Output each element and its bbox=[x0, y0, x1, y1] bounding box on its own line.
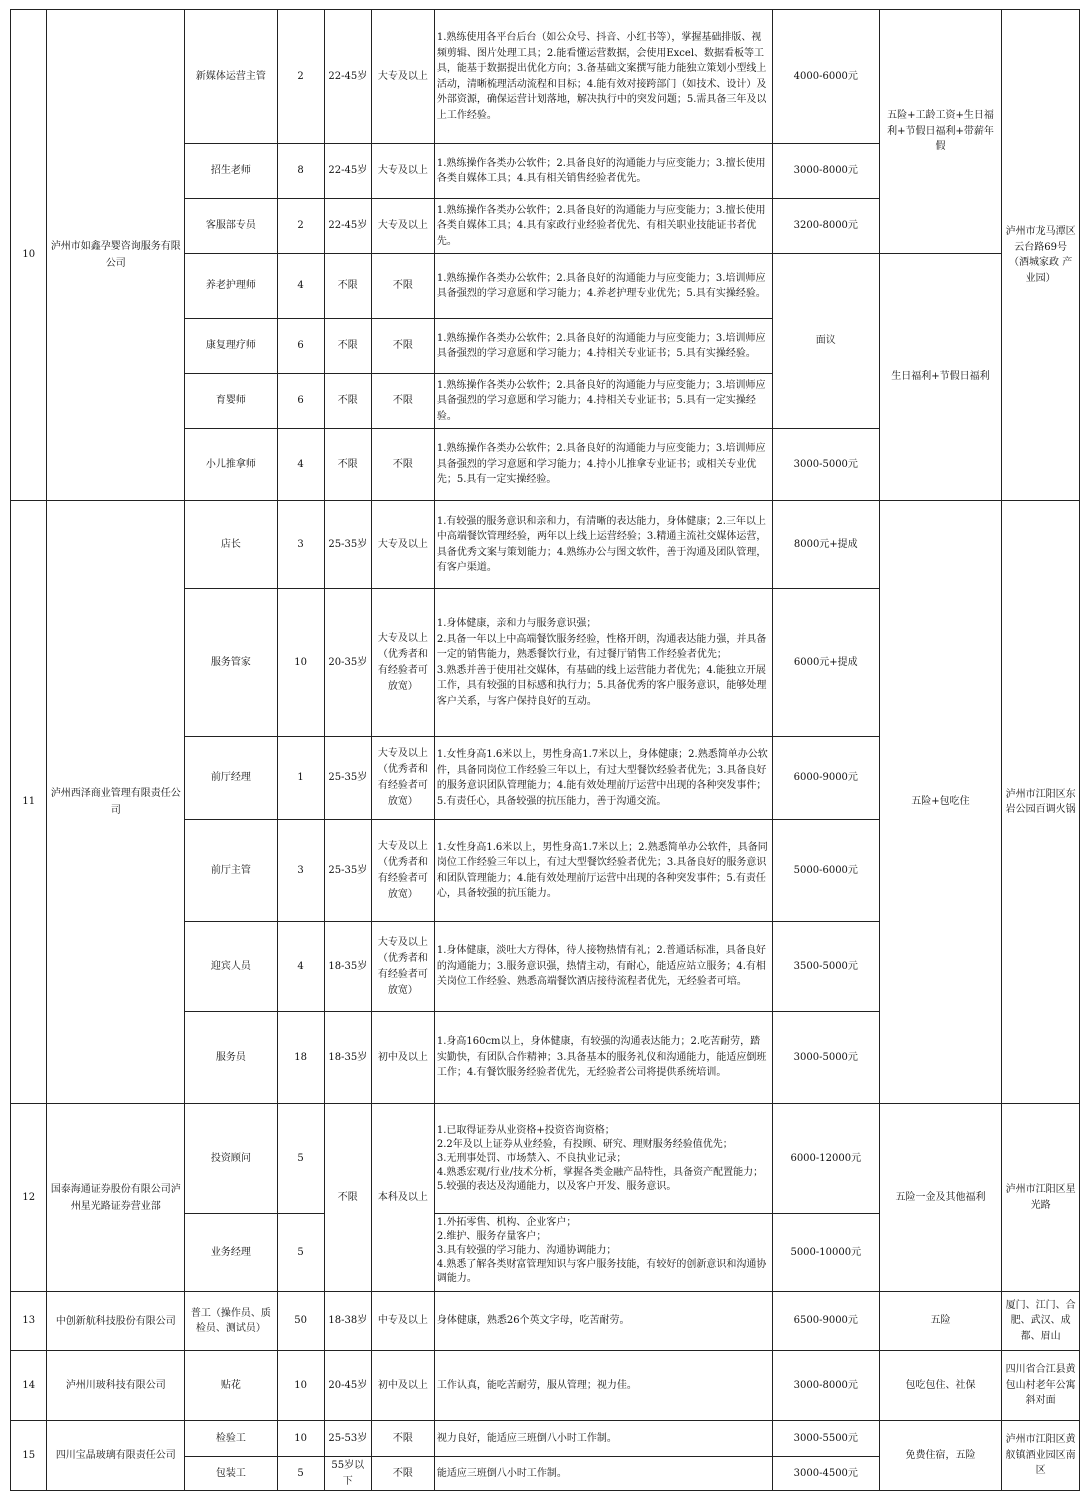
job-requirements: 1.已取得证券从业资格+投资咨询资格； 2.2年及以上证券从业经验，有投顾、研究、理财服务经验值优先； 3.无刑事处罚、市场禁入、不良执业记录； 4.熟悉宏观/行业/技术分析，掌握各类金融产品特性，具备资产配置能力； 5.较强的表达及沟通能力，以及客户开发、服务意识。 bbox=[434, 1104, 772, 1214]
table-row bbox=[11, 1421, 1080, 1457]
job-title: 育婴师 bbox=[185, 374, 277, 429]
age-range: 22-45岁 bbox=[324, 199, 371, 254]
job-title: 包装工 bbox=[185, 1457, 277, 1491]
headcount: 3 bbox=[277, 501, 324, 589]
education: 不限 bbox=[371, 319, 434, 374]
headcount: 10 bbox=[277, 1351, 324, 1421]
table-row bbox=[11, 1292, 1080, 1351]
headcount: 50 bbox=[277, 1292, 324, 1351]
benefits: 五险+工龄工资+生日福利+节假日福利+带薪年假 bbox=[879, 10, 1002, 254]
job-requirements: 1.熟练操作各类办公软件；2.具备良好的沟通能力与应变能力；3.培训师应具备强烈的学习意愿和学习能力；4.持相关专业证书；5.具有实操经验。 bbox=[434, 319, 772, 374]
table-row bbox=[11, 10, 1080, 144]
job-requirements-cell bbox=[434, 1214, 772, 1292]
job-title: 店长 bbox=[185, 501, 277, 589]
work-location: 泸州市江阳区黄舣镇酒业园区南区 bbox=[1002, 1421, 1080, 1491]
age-range: 不限 bbox=[324, 429, 371, 501]
headcount: 6 bbox=[277, 319, 324, 374]
headcount: 3 bbox=[277, 820, 324, 922]
table-row bbox=[11, 1351, 1080, 1421]
headcount: 8 bbox=[277, 144, 324, 199]
job-requirements: 1.外拓零售、机构、企业客户； 2.维护、服务存量客户； 3.具有较强的学习能力、沟通协调能力； 4.熟悉了解各类财富管理知识与客户服务技能，有较好的创新意识和沟通协调能力。 bbox=[436, 1217, 767, 1284]
education: 大专及以上（优秀者和有经验者可放宽） bbox=[371, 820, 434, 922]
company-name: 四川宝晶玻璃有限责任公司 bbox=[47, 1421, 185, 1491]
headcount: 10 bbox=[277, 1421, 324, 1457]
job-requirements: 1.熟练操作各类办公软件；2.具备良好的沟通能力与应变能力；3.培训师应具备强烈的学习意愿和学习能力；4.持小儿推拿专业证书；或相关专业优先；5.具有一定实操经验。 bbox=[434, 429, 772, 501]
age-range: 25-35岁 bbox=[324, 737, 371, 820]
age-range: 22-45岁 bbox=[324, 144, 371, 199]
age-range: 不限 bbox=[324, 374, 371, 429]
headcount: 5 bbox=[277, 1104, 324, 1214]
row-number: 10 bbox=[11, 10, 47, 501]
company-name: 国泰海通证券股份有限公司泸州星光路证券营业部 bbox=[47, 1104, 185, 1292]
salary: 5000-6000元 bbox=[772, 820, 879, 922]
job-requirements: 1.女性身高1.6米以上，男性身高1.7米以上，身体健康；2.熟悉简单办公软件，具备同岗位工作经验三年以上，有过大型餐饮经验者优先；3.具备良好的服务意识团队管理能力；4.能有效处理前厅运营中出现的各种突发事件；5.有责任心，具备较强的抗压能力，善于沟通交流。 bbox=[434, 737, 772, 820]
education: 大专及以上 bbox=[371, 144, 434, 199]
job-title: 业务经理 bbox=[185, 1214, 277, 1292]
benefits: 五险 bbox=[879, 1292, 1002, 1351]
age-range: 18-38岁 bbox=[324, 1292, 371, 1351]
education: 大专及以上 bbox=[371, 10, 434, 144]
headcount: 5 bbox=[277, 1214, 324, 1292]
education: 中专及以上 bbox=[371, 1292, 434, 1351]
salary: 3500-5000元 bbox=[772, 922, 879, 1012]
age-range: 18-35岁 bbox=[324, 922, 371, 1012]
headcount: 6 bbox=[277, 374, 324, 429]
education: 本科及以上 bbox=[371, 1104, 434, 1292]
job-title: 迎宾人员 bbox=[185, 922, 277, 1012]
age-range: 不限 bbox=[324, 254, 371, 319]
job-title: 贴花 bbox=[185, 1351, 277, 1421]
age-range: 55岁以下 bbox=[324, 1457, 371, 1491]
benefits: 五险一金及其他福利 bbox=[879, 1104, 1002, 1292]
company-name: 泸州川玻科技有限公司 bbox=[47, 1351, 185, 1421]
job-title: 投资顾问 bbox=[185, 1104, 277, 1214]
headcount: 1 bbox=[277, 737, 324, 820]
work-location: 四川省合江县黄包山村老年公寓斜对面 bbox=[1002, 1351, 1080, 1421]
age-range: 25-53岁 bbox=[324, 1421, 371, 1457]
headcount: 10 bbox=[277, 589, 324, 737]
work-location: 泸州市江阳区星光路 bbox=[1002, 1104, 1080, 1292]
work-location: 泸州市龙马潭区云台路69号（酒城家政 产业园） bbox=[1002, 10, 1080, 501]
education: 不限 bbox=[371, 254, 434, 319]
salary: 4000-6000元 bbox=[772, 10, 879, 144]
benefits: 生日福利+节假日福利 bbox=[879, 254, 1002, 501]
salary: 6000-12000元 bbox=[772, 1104, 879, 1214]
age-range: 22-45岁 bbox=[324, 10, 371, 144]
education: 大专及以上（优秀者和有经验者可放宽） bbox=[371, 589, 434, 737]
job-requirements: 视力良好，能适应三班倒八小时工作制。 bbox=[434, 1421, 772, 1457]
salary: 6000元+提成 bbox=[772, 589, 879, 737]
education: 初中及以上 bbox=[371, 1351, 434, 1421]
job-requirements: 1.熟练操作各类办公软件；2.具备良好的沟通能力与应变能力；3.培训师应具备强烈的学习意愿和学习能力；4.持相关专业证书；5.具有一定实操经验。 bbox=[434, 374, 772, 429]
job-requirements: 1.女性身高1.6米以上，男性身高1.7米以上；2.熟悉简单办公软件，具备同岗位工作经验三年以上，有过大型餐饮经验者优先；3.具备良好的服务意识和团队管理能力；4.能有效处理前厅运营中出现的各种突发事件；5.有责任心，具备较强的抗压能力。 bbox=[434, 820, 772, 922]
education: 初中及以上 bbox=[371, 1012, 434, 1104]
job-title: 小儿推拿师 bbox=[185, 429, 277, 501]
row-number: 13 bbox=[11, 1292, 47, 1351]
salary: 5000-10000元 bbox=[772, 1214, 879, 1292]
education: 不限 bbox=[371, 374, 434, 429]
job-title: 养老护理师 bbox=[185, 254, 277, 319]
salary: 面议 bbox=[772, 254, 879, 429]
job-title: 检验工 bbox=[185, 1421, 277, 1457]
age-range: 18-35岁 bbox=[324, 1012, 371, 1104]
job-title: 客服部专员 bbox=[185, 199, 277, 254]
company-name: 泸州西泽商业管理有限责任公司 bbox=[47, 501, 185, 1104]
education: 大专及以上（优秀者和有经验者可放宽） bbox=[371, 737, 434, 820]
recruitment-table bbox=[10, 9, 1080, 1491]
age-range: 20-35岁 bbox=[324, 589, 371, 737]
benefits: 免费住宿，五险 bbox=[879, 1421, 1002, 1491]
row-number: 12 bbox=[11, 1104, 47, 1292]
salary: 3000-5000元 bbox=[772, 1012, 879, 1104]
headcount: 18 bbox=[277, 1012, 324, 1104]
salary: 3000-8000元 bbox=[772, 144, 879, 199]
headcount: 2 bbox=[277, 199, 324, 254]
job-requirements: 1.身高160cm以上，身体健康，有较强的沟通表达能力；2.吃苦耐劳，踏实勤快，有团队合作精神；3.具备基本的服务礼仪和沟通能力，能适应倒班工作；4.有餐饮服务经验者优先，无经验者公司将提供系统培训。 bbox=[434, 1012, 772, 1104]
age-range: 不限 bbox=[324, 1104, 371, 1292]
benefits: 包吃包住、社保 bbox=[879, 1351, 1002, 1421]
job-title: 招生老师 bbox=[185, 144, 277, 199]
age-range: 25-35岁 bbox=[324, 820, 371, 922]
education: 大专及以上 bbox=[371, 199, 434, 254]
row-number: 11 bbox=[11, 501, 47, 1104]
row-number: 14 bbox=[11, 1351, 47, 1421]
education: 大专及以上 bbox=[371, 501, 434, 589]
job-requirements: 1.有较强的服务意识和亲和力，有清晰的表达能力，身体健康；2.三年以上中高端餐饮管理经验，两年以上线上运营经验；3.精通主流社交媒体运营，具备优秀文案与策划能力；4.熟练办公与图文软件，善于沟通及团队管理，有客户渠道。 bbox=[434, 501, 772, 589]
job-requirements: 1.熟练操作各类办公软件；2.具备良好的沟通能力与应变能力；3.擅长使用各类自媒体工具；4.具有相关销售经验者优先。 bbox=[434, 144, 772, 199]
salary: 3000-5000元 bbox=[772, 429, 879, 501]
headcount: 4 bbox=[277, 429, 324, 501]
company-name: 泸州市如鑫孕婴咨询服务有限公司 bbox=[47, 10, 185, 501]
headcount: 4 bbox=[277, 254, 324, 319]
table-row bbox=[11, 501, 1080, 589]
salary: 3000-8000元 bbox=[772, 1351, 879, 1421]
row-number: 15 bbox=[11, 1421, 47, 1491]
salary: 3000-4500元 bbox=[772, 1457, 879, 1491]
age-range: 25-35岁 bbox=[324, 501, 371, 589]
job-requirements: 1.熟练操作各类办公软件；2.具备良好的沟通能力与应变能力；3.培训师应具备强烈的学习意愿和学习能力；4.养老护理专业优先；5.具有实操经验。 bbox=[434, 254, 772, 319]
age-range: 不限 bbox=[324, 319, 371, 374]
job-title: 服务员 bbox=[185, 1012, 277, 1104]
salary: 8000元+提成 bbox=[772, 501, 879, 589]
job-requirements: 1.熟练使用各平台后台（如公众号、抖音、小红书等），掌握基础排版、视频剪辑、图片处理工具；2.能看懂运营数据，会使用Excel、数据看板等工具，能基于数据提出优化方向；3.备基础文案撰写能力能独立策划小型线上活动，清晰梳理活动流程和目标；4.能有效对接跨部门（如技术、设计）及外部资源，确保运营计划落地，解决执行中的突发问题；5.需具备三年及以上工作经验。 bbox=[434, 10, 772, 144]
job-requirements: 身体健康，熟悉26个英文字母，吃苦耐劳。 bbox=[434, 1292, 772, 1351]
headcount: 2 bbox=[277, 10, 324, 144]
age-range: 20-45岁 bbox=[324, 1351, 371, 1421]
salary: 6500-9000元 bbox=[772, 1292, 879, 1351]
headcount: 4 bbox=[277, 922, 324, 1012]
job-title: 新媒体运营主管 bbox=[185, 10, 277, 144]
education: 不限 bbox=[371, 1421, 434, 1457]
education: 大专及以上（优秀者和有经验者可放宽） bbox=[371, 922, 434, 1012]
job-title: 服务管家 bbox=[185, 589, 277, 737]
work-location: 泸州市江阳区东岩公园百调火锅 bbox=[1002, 501, 1080, 1104]
work-location: 厦门、江门、合肥、武汉、成都、眉山 bbox=[1002, 1292, 1080, 1351]
job-requirements: 能适应三班倒八小时工作制。 bbox=[434, 1457, 772, 1491]
job-requirements: 1.身体健康，亲和力与服务意识强； 2.具备一年以上中高端餐饮服务经验，性格开朗，沟通表达能力强，并具备一定的销售能力，熟悉餐饮行业，有过餐厅销售工作经验者优先； 3.熟悉并善于使用社交媒体，有基础的线上运营能力者优先；4.能独立开展工作，具有较强的目标感和执行力；5.具备优秀的客户服务意识，能够处理客户关系，与客户保持良好的互动。 bbox=[434, 589, 772, 737]
job-title: 前厅经理 bbox=[185, 737, 277, 820]
job-title: 康复理疗师 bbox=[185, 319, 277, 374]
job-title: 普工（操作员、质检员、测试员） bbox=[185, 1292, 277, 1351]
company-name: 中创新航科技股份有限公司 bbox=[47, 1292, 185, 1351]
table-row bbox=[11, 1104, 1080, 1214]
education: 不限 bbox=[371, 429, 434, 501]
education: 不限 bbox=[371, 1457, 434, 1491]
job-title: 前厅主管 bbox=[185, 820, 277, 922]
salary: 3200-8000元 bbox=[772, 199, 879, 254]
salary: 3000-5500元 bbox=[772, 1421, 879, 1457]
job-requirements: 1.熟练操作各类办公软件；2.具备良好的沟通能力与应变能力；3.擅长使用各类自媒体工具；4.具有家政行业经验者优先、有相关职业技能证书者优先。 bbox=[434, 199, 772, 254]
headcount: 5 bbox=[277, 1457, 324, 1491]
benefits: 五险+包吃住 bbox=[879, 501, 1002, 1104]
job-requirements: 工作认真，能吃苦耐劳，服从管理；视力佳。 bbox=[434, 1351, 772, 1421]
salary: 6000-9000元 bbox=[772, 737, 879, 820]
job-requirements: 1.身体健康，淡吐大方得体，待人接物热情有礼；2.普通话标准，具备良好的沟通能力；3.服务意识强，热情主动，有耐心，能适应站立服务；4.有相关岗位工作经验、熟悉高端餐饮酒店接待流程者优先，无经验者可培。 bbox=[434, 922, 772, 1012]
